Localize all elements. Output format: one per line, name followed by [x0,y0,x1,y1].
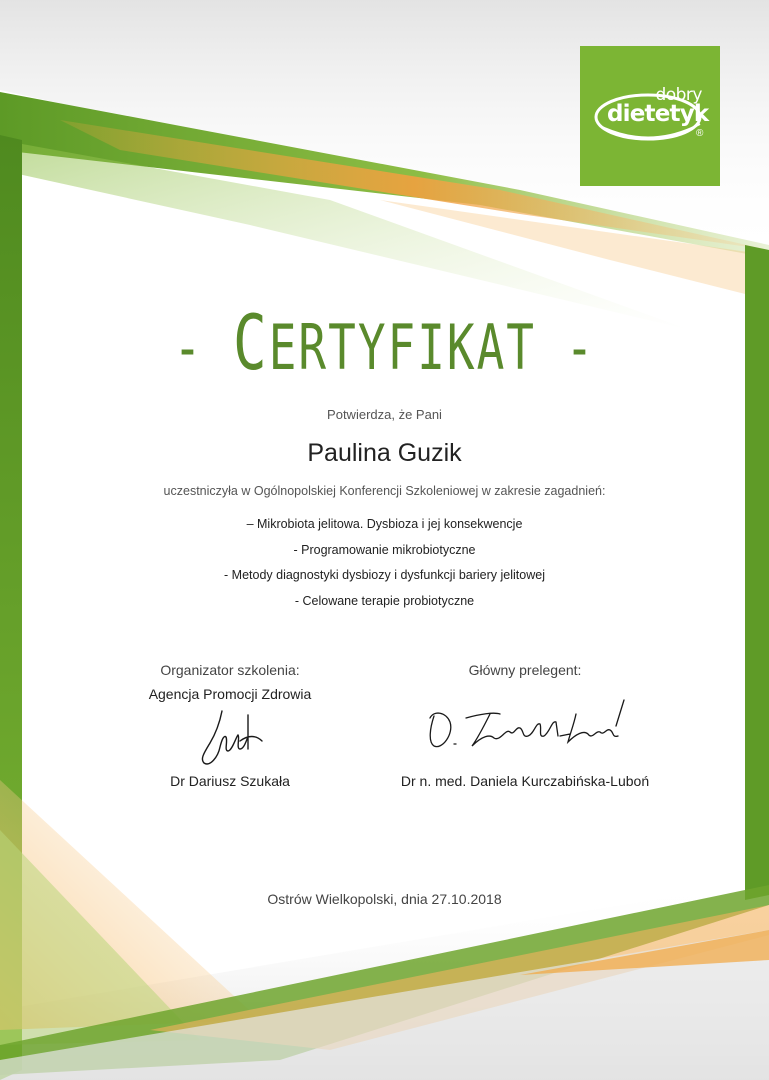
topic-item: - Celowane terapie probiotyczne [294,593,475,608]
logo-text-dietetyk: dietetyk [607,101,709,127]
logo-text-dobry: dobry [655,85,702,105]
certificate-title [0,300,769,388]
topic-item: – Mikrobiota jelitowa. Dysbioza i jej konsekwencje [246,517,523,531]
organizer-signature [190,707,270,769]
organizer-signer: Dr Dariusz Szukała [170,773,290,789]
title-prefix: - [173,310,234,384]
speaker-role: Główny prelegent: [468,662,582,678]
dobry-dietetyk-logo [580,46,720,186]
title-first-letter: C [233,300,269,388]
speaker-signature [420,692,635,762]
title-rest: ERTYFIKAT [268,310,536,384]
organizer-role: Organizator szkolenia: [160,662,300,678]
topic-item: - Programowanie mikrobiotyczne [293,542,476,557]
registered-mark: ® [696,128,704,139]
topics-list [0,512,769,614]
topic-item: - Metody diagnostyki dysbiozy i dysfunkcji bariery jelitowej [224,568,545,582]
organizer-name: Agencja Promocji Zdrowia [148,686,312,702]
confirms-text: Potwierdza, że Pani [327,407,442,422]
recipient-name: Paulina Guzik [307,439,462,467]
title-suffix: - [535,310,596,384]
speaker-signer: Dr n. med. Daniela Kurczabińska-Luboń [400,773,650,789]
participation-text: uczestniczyła w Ogólnopolskiej Konferencji Szkoleniowej w zakresie zagadnień: [163,484,606,498]
place-and-date: Ostrów Wielkopolski, dnia 27.10.2018 [267,891,502,907]
